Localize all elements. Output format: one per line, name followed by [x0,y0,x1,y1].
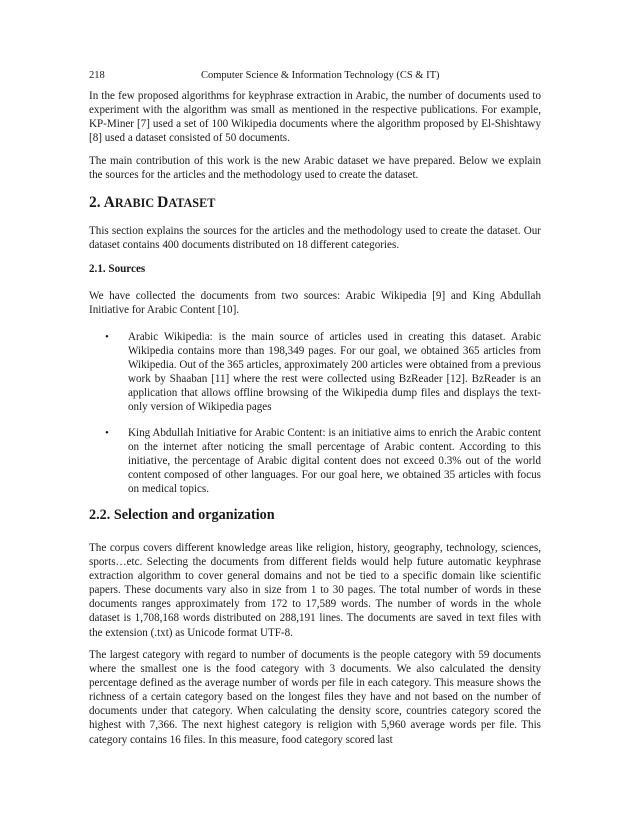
intro-paragraph-2 [89,154,541,182]
page-number: 218 [89,70,105,81]
section-title-part: D [157,194,169,211]
bullet-item-wikipedia [105,330,541,415]
selection-paragraph-1 [89,541,541,640]
selection-text-2: The largest category with regard to number of documents is the people category with 59 documents where the smallest one is the food category with 3 documents. We also calculated the density percentage defined as the average number of words per file in each category. This measure shows the richness of a certain category based on the longest files they have and not based on the number of documents under that category. When calculating the density score, countries category scored the highest with 7,366. The next highest category is religion with 5,960 average words per file. This category contains 16 files. In this measure, food category scored last [89,649,541,746]
section-2-text: This section explains the sources for the articles and the methodology used to create the dataset. Our dataset contains 400 documents distributed on 18 different categories. [89,225,541,252]
intro-text-2: The main contribution of this work is the new Arabic dataset we have prepared. Below we explain the sources for the articles and the methodology used to create the dataset. [89,155,541,182]
sources-text: We have collected the documents from two sources: Arabic Wikipedia [9] and King Abdullah Initiative for Arabic Content [10]. [89,290,541,317]
section-heading [89,194,541,212]
subsection-2-1-heading [89,262,541,276]
bullet-item-king-abdullah [105,426,541,496]
section-title-part: ATASET [168,196,216,210]
selection-paragraph-2 [89,648,541,747]
bullet-icon: • [105,427,109,439]
subsection-2-2-heading [89,507,541,524]
sources-paragraph [89,289,541,317]
bullet-text: King Abdullah Initiative for Arabic Content: is an initiative aims to enrich the Arabic content on the internet after noticing the small percentage of Arabic content. According to this initiative, the percentage of Arabic digital content does not exceed 0.3% out of the world content composed of other languages. For our goal here, we obtained 35 articles with focus on medical topics. [128,427,541,496]
section-title-part: RABIC [114,196,158,210]
bullet-icon: • [105,331,109,343]
bullet-text: Arabic Wikipedia: is the main source of articles used in creating this dataset. Arabic Wikipedia contains more than 198,349 pages. For our goal, we obtained 365 articles from Wikipedia. Out of the 365 articles, approximately 200 articles were obtained from a previous work by Shaaban [11] where the rest were collected using BzReader [12]. BzReader is an application that allows offline browsing of the Wikipedia dump files and displays the text-only version of Wikipedia pages [128,331,541,414]
selection-text-1: The corpus covers different knowledge areas like religion, history, geography, technology, sciences, sports…etc. Selecting the documents from different fields would help future automatic keyphrase extraction algorithm to cover general domains and not be tied to a specific domain like scientific papers. These documents vary also in size from 1 to 30 pages. The total number of words in these documents ranges approximately from 172 to 17,589 words. The number of words in the whole dataset is 1,708,168 words distributed on 288,191 lines. The documents are saved in text files with the extension (.txt) as Unicode format UTF-8. [89,542,541,639]
subsection-heading: 2.2. Selection and organization [89,507,275,523]
section-number: 2. A [89,194,115,211]
subsection-heading: 2.1. Sources [89,263,146,275]
section-2-heading [89,194,541,212]
intro-paragraph-1 [89,89,541,145]
section-2-paragraph [89,224,541,252]
intro-text-1: In the few proposed algorithms for keyphrase extraction in Arabic, the number of documents used to experiment with the algorithm was small as mentioned in the respective publications. For example, KP-Miner [7] used a set of 100 Wikipedia documents where the algorithm proposed by El-Shishtawy [8] used a dataset consisted of 50 documents. [89,90,541,145]
journal-title: Computer Science & Information Technology (CS & IT) [201,70,440,81]
